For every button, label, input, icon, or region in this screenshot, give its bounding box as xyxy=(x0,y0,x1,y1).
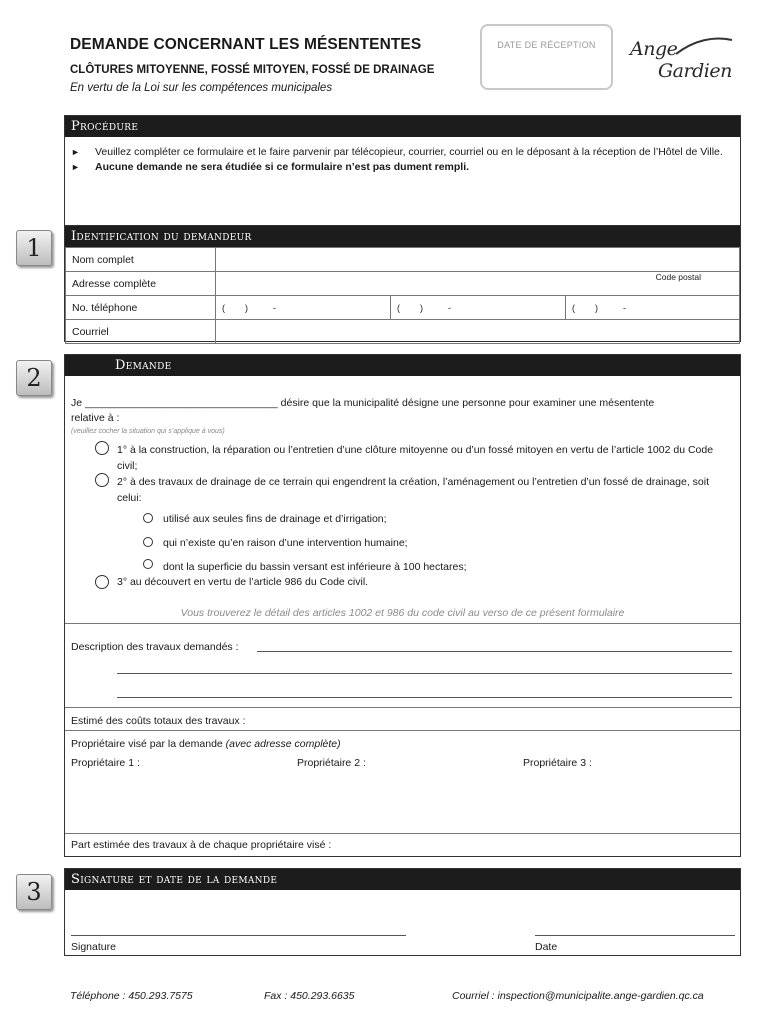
section-number-badge: 3 xyxy=(16,874,52,910)
option2-text: 2° à des travaux de drainage de ce terrain qui engendrent la création, l’aménagement ou l’entretien d’un fossé de drainage, soit celui: xyxy=(117,476,709,504)
section-number-badge: 2 xyxy=(16,360,52,396)
section-number-badge: 1 xyxy=(16,230,52,266)
date-label: Date xyxy=(535,941,558,953)
part-label: Part estimée des travaux à de chaque propriétaire visé : xyxy=(71,839,332,851)
nom-field[interactable] xyxy=(216,248,740,272)
telephone-field-2[interactable]: ( ) - xyxy=(391,296,566,320)
description-line-1[interactable] xyxy=(257,651,732,652)
description-line-3[interactable] xyxy=(117,697,732,698)
adresse-label: Adresse complète xyxy=(66,272,216,296)
articles-note: Vous trouverez le détail des articles 1002 et 986 du code civil au verso de ce présent formulaire xyxy=(180,607,625,619)
owner-heading: Propriétaire visé par la demande (avec adresse complète) xyxy=(71,738,341,750)
identification-section xyxy=(64,225,741,342)
owner1-label: Propriétaire 1 : xyxy=(71,757,140,769)
option3-radio[interactable] xyxy=(95,575,109,589)
check-hint: (veuillez cocher la situation qui s’applique à vous) xyxy=(71,428,225,435)
logo-swoosh-icon xyxy=(674,36,734,58)
code-postal-label: Code postal xyxy=(655,272,701,282)
je-prefix: Je xyxy=(71,397,83,409)
sub2-text: qui n’existe qu’en raison d’une intervention humaine; xyxy=(163,537,408,549)
option1-radio[interactable] xyxy=(95,441,109,455)
logo-text-gardien: Gardien xyxy=(658,60,732,82)
sub1-radio[interactable] xyxy=(143,513,153,523)
procedure-list xyxy=(65,145,740,175)
je-suffix: désire que la municipalité désigne une personne pour examiner une mésentente xyxy=(280,397,655,409)
procedure-section xyxy=(64,115,741,227)
courriel-label: Courriel xyxy=(66,320,216,344)
sub3-text: dont la superficie du bassin versant est inférieure à 100 hectares; xyxy=(163,561,467,573)
courriel-field[interactable] xyxy=(216,320,740,344)
option1-text: 1° à la construction, la réparation ou l’entretien d’une clôture mitoyenne ou d’un fossé mitoyen en vertu de l’article 1002 du Code civil; xyxy=(117,444,714,472)
form-subtitle: CLÔTURES MITOYENNE, FOSSÉ MITOYEN, FOSSÉ DE DRAINAGE xyxy=(70,64,435,76)
sub2-radio[interactable] xyxy=(143,537,153,547)
divider xyxy=(65,730,740,731)
arrow-right-icon: ► xyxy=(71,147,80,157)
telephone-field-3[interactable]: ( ) - xyxy=(566,296,740,320)
cost-label: Estimé des coûts totaux des travaux : xyxy=(71,715,246,727)
signature-section xyxy=(64,868,741,956)
procedure-item: ► Aucune demande ne sera étudiée si ce formulaire n’est pas dument rempli. xyxy=(71,161,470,173)
form-legal-basis: En vertu de la Loi sur les compétences municipales xyxy=(70,82,333,94)
owner2-label: Propriétaire 2 : xyxy=(297,757,366,769)
telephone-label: No. téléphone xyxy=(66,296,216,320)
description-label: Description des travaux demandés : xyxy=(71,641,239,653)
telephone-field-1[interactable]: ( ) - xyxy=(216,296,391,320)
je-name-field[interactable]: _________________________________ xyxy=(85,397,278,409)
demande-heading: Demande xyxy=(65,355,740,376)
form-title: DEMANDE CONCERNANT LES MÉSENTENTES xyxy=(70,36,422,53)
date-reception-box xyxy=(480,24,613,90)
ange-gardien-logo xyxy=(628,34,738,90)
table-row xyxy=(66,320,740,344)
adresse-field[interactable] xyxy=(216,272,740,296)
divider xyxy=(65,833,740,834)
relative-label: relative à : xyxy=(71,412,120,424)
divider xyxy=(65,623,740,624)
divider xyxy=(65,707,740,708)
sub3-radio[interactable] xyxy=(143,559,153,569)
procedure-item: ► Veuillez compléter ce formulaire et le faire parvenir par télécopieur, courrier, courriel ou en le déposant à la réception de l’Hôtel de Ville. xyxy=(71,146,723,158)
date-reception-label: DATE DE RÉCEPTION xyxy=(497,40,596,50)
signature-label: Signature xyxy=(71,941,116,953)
option3-text: 3° au découvert en vertu de l’article 986 du Code civil. xyxy=(117,576,369,588)
identification-heading: Identification du demandeur xyxy=(65,226,740,247)
sub1-text: utilisé aux seules fins de drainage et d’irrigation; xyxy=(163,513,387,525)
table-row xyxy=(66,296,740,320)
table-row xyxy=(66,248,740,272)
identification-table xyxy=(65,247,740,344)
footer-telephone: Téléphone : 450.293.7575 xyxy=(70,990,193,1002)
table-row xyxy=(66,272,740,296)
signature-line[interactable] xyxy=(71,935,406,936)
signature-heading: Signature et date de la demande xyxy=(65,869,740,890)
arrow-right-icon: ► xyxy=(71,162,80,172)
date-line[interactable] xyxy=(535,935,735,936)
footer-fax: Fax : 450.293.6635 xyxy=(264,990,355,1002)
nom-label: Nom complet xyxy=(66,248,216,272)
footer-courriel: Courriel : inspection@municipalite.ange-gardien.qc.ca xyxy=(452,990,704,1002)
option2-radio[interactable] xyxy=(95,473,109,487)
demande-section xyxy=(64,354,741,857)
owner3-label: Propriétaire 3 : xyxy=(523,757,592,769)
je-statement xyxy=(71,396,731,426)
procedure-heading: Procédure xyxy=(65,116,740,137)
description-line-2[interactable] xyxy=(117,673,732,674)
logo-text-ange: Ange xyxy=(630,38,678,60)
